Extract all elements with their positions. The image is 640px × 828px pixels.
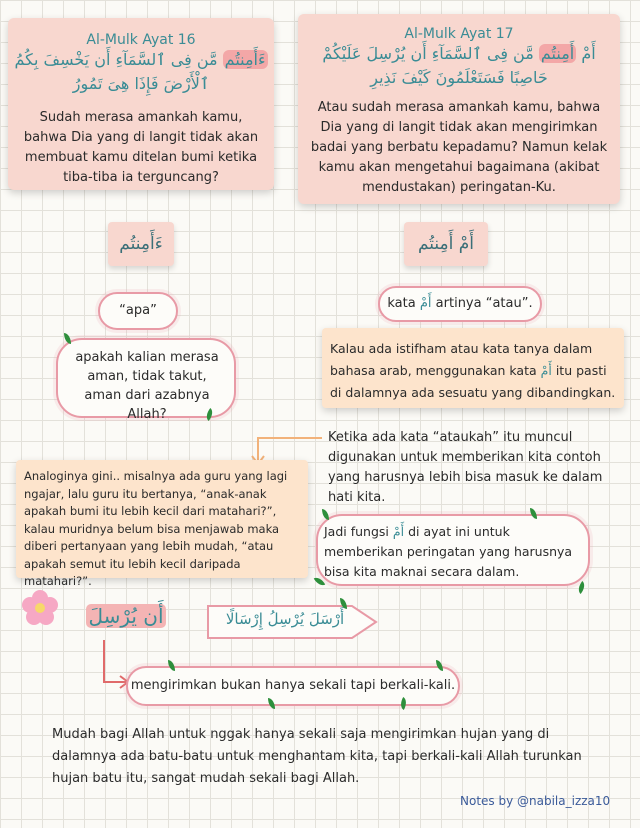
ayat-16-arabic-line1	[14, 50, 268, 69]
tag-aamintum: ءَأَمِنتُم	[108, 222, 174, 266]
note-istifham-text	[330, 338, 618, 404]
closing-paragraph: Mudah bagi Allah untuk nggak hanya sekali saja mengirimkan hujan yang di dalamnya ada batu-batu untuk menghantam kita, tapi berkali-kali Allah turunkan hujan batu itu, sangat mudah sekali bagi Allah.	[52, 727, 582, 786]
an-yursila-highlight: أَن يُرْسِلَ	[88, 604, 164, 628]
ayat-17-arabic-am: أَمْ	[581, 44, 596, 63]
note-mengirimkan: mengirimkan bukan hanya sekali tapi berkali-kali.	[126, 666, 460, 706]
ayat-16-title: Al-Mulk Ayat 16	[86, 32, 196, 48]
tag-am-amintum: أَمْ أَمِنتُم	[404, 222, 488, 266]
note-apa: “apa”	[98, 292, 178, 330]
leaf-icon	[575, 581, 587, 594]
word-an-yursila	[84, 604, 168, 628]
ayat-16-translation: Sudah merasa amankah kamu, bahwa Dia yang di langit tidak akan membuat kamu ditelan bumi ketika tiba-tiba ia terguncang?	[23, 110, 259, 185]
istifham-pre: Kalau ada istifham atau kata tanya dalam bahasa arab, menggunakan kata	[330, 341, 593, 378]
istifham-post: itu pasti di dalamnya ada sesuatu yang dibandingkan.	[330, 363, 616, 400]
note-istifham	[322, 328, 624, 408]
ayat-16-arabic-rest: مَّن فِى ٱلسَّمَآءِ أَن يَخْسِفَ بِكُمُ	[14, 50, 218, 69]
note-apakah	[56, 338, 236, 422]
note-fungsi	[316, 514, 590, 586]
fungsi-arabic: أَمْ	[392, 524, 405, 539]
ayat-17-arabic-line1	[304, 44, 614, 63]
kata-atau-pre: kata	[387, 296, 416, 311]
ayat-17-arabic-line2: حَاصِبًا فَسَتَعْلَمُونَ كَيْفَ نَذِيرِ	[370, 68, 548, 87]
ayat-16-arabic-line2: ٱلْأَرْضَ فَإِذَا هِىَ تَمُورُ	[72, 74, 210, 93]
kata-atau-arabic: أَمْ	[419, 296, 432, 311]
leaf-icon	[322, 509, 329, 520]
leaf-icon	[64, 333, 71, 344]
ayat-17-translation: Atau sudah merasa amankah kamu, bahwa Dia yang di langit tidak akan mengirimkan badai yang berbatu kepadamu? Namun kelak kamu akan mengetahui bagaimana (akibat mendustakan) peringatan-Ku.	[310, 100, 608, 195]
note-apakah-text: apakah kalian merasa aman, tidak takut, aman dari azabnya Allah?	[75, 350, 219, 422]
ayat-17-arabic-rest: مَّن فِى ٱلسَّمَآءِ أَن يُرْسِلَ عَلَيْكُمْ	[322, 44, 534, 63]
ayat-17-title: Al-Mulk Ayat 17	[404, 26, 514, 42]
ayat-16-arabic-highlight: ءَأَمِنتُم	[224, 50, 266, 69]
istifham-arabic: أَمْ	[540, 363, 552, 378]
card-ayat-16	[8, 18, 274, 190]
note-ataukah: Ketika ada kata “ataukah” itu muncul digunakan untuk memberikan kita contoh yang harusnya lebih bisa masuk ke dalam hati kita.	[328, 430, 603, 505]
note-analogi	[16, 460, 308, 588]
note-fungsi-text	[324, 522, 586, 582]
credit: Notes by @nabila_izza10	[460, 794, 611, 808]
conjugation-text: أَرْسَلَ يُرْسِلُ إِرْسَالًا	[225, 610, 345, 628]
note-analogi-text: Analoginya gini.. misalnya ada guru yang lagi ngajar, lalu guru itu bertanya, “anak-anak apakah bumi itu lebih kecil dari matahari?”, kalau muridnya belum bisa menjawab maka diberi pertanyaan yang lebih mudah, “atau apakah semut itu lebih kecil daripada matahari?”.	[24, 469, 288, 588]
flower-icon	[20, 588, 60, 628]
card-ayat-17	[298, 14, 620, 204]
fungsi-post: di ayat ini untuk memberikan peringatan yang harusnya bisa kita maknai secara dalam.	[324, 524, 573, 579]
ayat-17-arabic-highlight: أَمِنتُم	[540, 44, 575, 63]
fungsi-pre: Jadi fungsi	[324, 524, 389, 539]
note-kata-atau	[378, 286, 542, 322]
kata-atau-post: artinya “atau”.	[435, 296, 533, 311]
